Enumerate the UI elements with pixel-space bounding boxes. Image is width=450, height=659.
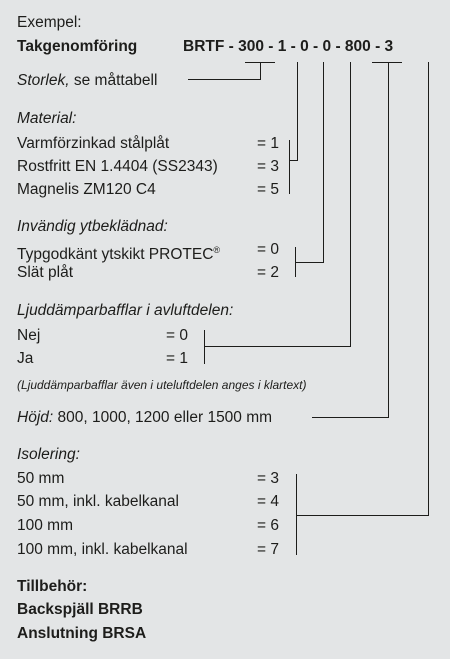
- inner-surface-connector: [323, 62, 324, 263]
- material-bracket: [289, 140, 290, 194]
- insulation-option-name: 100 mm: [17, 517, 73, 534]
- height-connector: [388, 62, 389, 418]
- height-text: 800, 1000, 1200 eller 1500 mm: [53, 409, 273, 426]
- example-label: Exempel:: [17, 14, 82, 31]
- insulation-heading: Isolering:: [17, 446, 80, 463]
- height-bracket: [372, 62, 402, 63]
- accessory-item: Backspjäll BRRB: [17, 601, 143, 618]
- baffles-option-value: = 0: [166, 327, 188, 344]
- insulation-tick: [296, 515, 429, 516]
- insulation-option-value: = 3: [257, 470, 279, 487]
- inner-surface-tick: [295, 262, 324, 263]
- height-line: [17, 409, 272, 427]
- insulation-option-name: 50 mm: [17, 470, 65, 487]
- baffles-option-name: Ja: [17, 350, 34, 367]
- size-label: Storlek,: [17, 72, 70, 89]
- inner-surface-option-value: = 0: [257, 241, 279, 258]
- insulation-option-value: = 7: [257, 541, 279, 558]
- accessories-heading: Tillbehör:: [17, 578, 88, 595]
- insulation-option-name: 50 mm, inkl. kabelkanal: [17, 493, 179, 510]
- size-line: [17, 72, 157, 90]
- material-option-name: Varmförzinkad stålplåt: [17, 135, 170, 152]
- inner-surface-option-name: Slät plåt: [17, 264, 74, 281]
- baffles-option-value: = 1: [166, 350, 188, 367]
- baffles-connector: [350, 62, 351, 347]
- baffles-heading: Ljuddämparbafflar i avluftdelen:: [17, 302, 234, 319]
- insulation-option-name: 100 mm, inkl. kabelkanal: [17, 541, 188, 558]
- baffles-tick: [204, 346, 351, 347]
- insulation-option-value: = 4: [257, 493, 279, 510]
- material-option-name: Magnelis ZM120 C4: [17, 181, 156, 198]
- material-option-value: = 3: [257, 158, 279, 175]
- size-leader: [188, 79, 261, 80]
- material-option-value: = 5: [257, 181, 279, 198]
- insulation-connector: [428, 62, 429, 516]
- accessory-item: Anslutning BRSA: [17, 625, 147, 642]
- material-option-value: = 1: [257, 135, 279, 152]
- insulation-option-value: = 6: [257, 517, 279, 534]
- height-label: Höjd:: [17, 409, 54, 426]
- baffles-note: (Ljuddämparbafflar även i uteluftdelen anges i klartext): [17, 378, 307, 392]
- baffles-option-name: Nej: [17, 327, 41, 344]
- inner-surface-option-name: [17, 241, 220, 264]
- material-connector: [297, 62, 298, 160]
- size-connector: [260, 62, 261, 80]
- material-option-name: Rostfritt EN 1.4404 (SS2343): [17, 158, 218, 175]
- material-tick: [289, 160, 298, 161]
- material-heading: Material:: [17, 110, 77, 127]
- registered-mark: ®: [213, 245, 221, 255]
- size-text: se måttabell: [69, 72, 158, 89]
- inner-surface-name-text: Typgodkänt ytskikt PROTEC: [17, 246, 214, 264]
- baffles-bracket: [204, 330, 205, 364]
- product-name: Takgenomföring: [17, 38, 138, 55]
- product-code: BRTF - 300 - 1 - 0 - 0 - 800 - 3: [183, 38, 394, 55]
- height-leader: [312, 417, 389, 418]
- inner-surface-option-value: = 2: [257, 264, 279, 281]
- inner-surface-heading: Invändig ytbeklädnad:: [17, 218, 168, 235]
